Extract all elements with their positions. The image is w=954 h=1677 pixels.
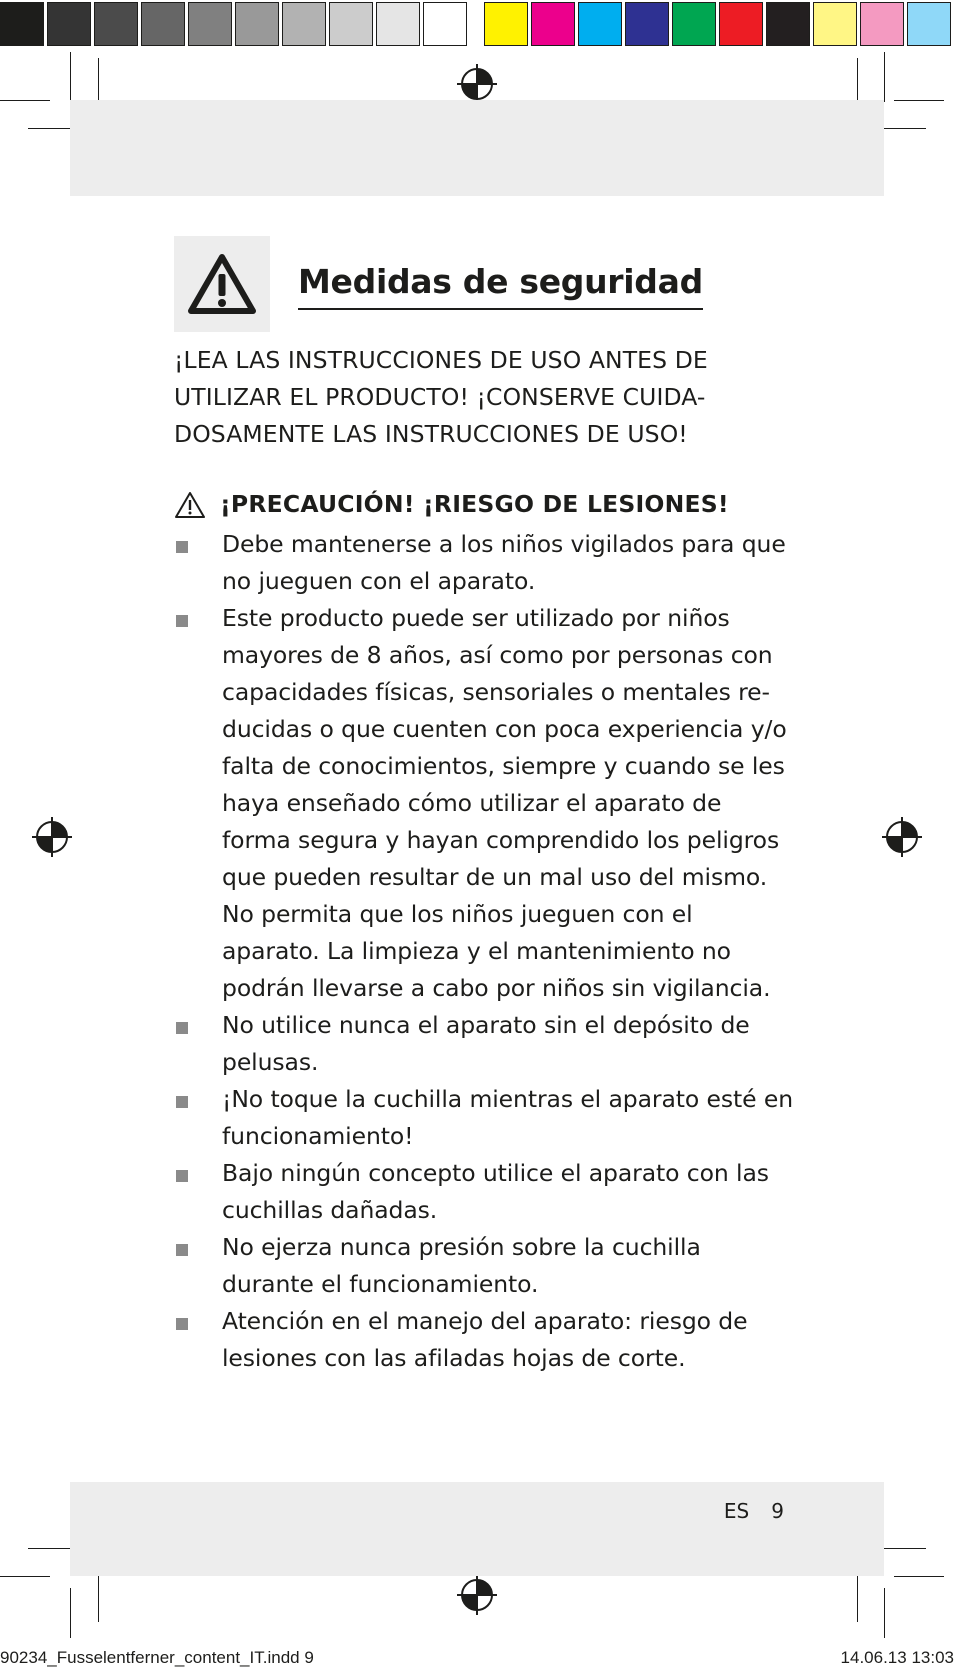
warning-icon-box — [174, 236, 270, 332]
color-swatch — [813, 2, 857, 46]
color-swatch — [766, 2, 810, 46]
color-swatch — [423, 2, 467, 46]
caution-text: ¡PRECAUCIÓN! ¡RIESGO DE LESIONES! — [220, 490, 729, 518]
color-swatch — [235, 2, 279, 46]
color-swatch — [531, 2, 575, 46]
crop-mark — [70, 1588, 71, 1638]
crop-mark — [0, 100, 50, 101]
list-item: No ejerza nunca presión sobre la cuchilla durante el funcionamiento. — [174, 1229, 794, 1303]
crop-mark — [70, 52, 71, 102]
color-swatch — [329, 2, 373, 46]
registration-mark-icon — [882, 817, 922, 857]
crop-mark — [894, 1576, 944, 1577]
header-band — [70, 100, 884, 196]
page-title: Medidas de seguridad — [298, 256, 703, 310]
process-color-bar — [484, 0, 954, 50]
color-swatch — [578, 2, 622, 46]
crop-mark — [98, 1572, 99, 1622]
list-item: Bajo ningún concepto utilice el aparato con las cuchillas dañadas. — [174, 1155, 794, 1229]
registration-mark-icon — [457, 1575, 497, 1615]
color-swatch — [484, 2, 528, 46]
color-swatch — [907, 2, 951, 46]
warning-triangle-icon — [187, 252, 257, 316]
list-item: ¡No toque la cuchilla mientras el aparato esté en funcionamiento! — [174, 1081, 794, 1155]
color-swatch — [672, 2, 716, 46]
color-swatch — [625, 2, 669, 46]
registration-mark-icon — [32, 817, 72, 857]
color-swatch — [860, 2, 904, 46]
language-code: ES — [723, 1499, 750, 1523]
warning-triangle-icon — [174, 490, 206, 520]
safety-list — [174, 526, 794, 1377]
crop-mark — [857, 1572, 858, 1622]
list-item: No utilice nunca el aparato sin el depósito de pelusas. — [174, 1007, 794, 1081]
color-swatch — [719, 2, 763, 46]
color-swatch — [141, 2, 185, 46]
slug-datetime: 14.06.13 13:03 — [840, 1648, 954, 1667]
crop-mark — [884, 1588, 885, 1638]
color-swatch — [47, 2, 91, 46]
color-swatch — [0, 2, 44, 46]
color-swatch — [282, 2, 326, 46]
grayscale-color-bar — [0, 0, 470, 50]
registration-mark-icon — [457, 64, 497, 104]
intro-notice: ¡LEA LAS INSTRUCCIONES DE USO ANTES DE UTILIZAR EL PRODUCTO! ¡CONSERVE CUIDA-DOSAMENTE LAS INSTRUCCIONES DE USO! — [174, 346, 708, 448]
list-item: Debe mantenerse a los niños vigilados para que no jueguen con el aparato. — [174, 526, 794, 600]
caution-heading — [174, 486, 729, 523]
page-footer — [724, 1496, 784, 1526]
crop-mark — [0, 1576, 50, 1577]
crop-mark — [884, 52, 885, 102]
slug-file-name: 90234_Fusselentferner_content_IT.indd 9 — [0, 1648, 314, 1667]
color-swatch — [376, 2, 420, 46]
color-swatch — [188, 2, 232, 46]
color-swatch — [94, 2, 138, 46]
page-number: 9 — [771, 1499, 784, 1523]
list-item: Este producto puede ser utilizado por niños mayores de 8 años, así como por personas con capacidades físicas, sensoriales o mentales re-ducidas o que cuenten con poca experiencia y/o falta de conocimientos, siempre y cuando se les haya enseñado cómo utilizar el aparato de forma segura y hayan comprendido los peligros que pueden resultar de un mal uso del mismo. No permita que los niños jueguen con el aparato. La limpieza y el mantenimiento no podrán llevarse a cabo por niños sin vigilancia. — [174, 600, 794, 1007]
crop-mark — [894, 100, 944, 101]
list-item: Atención en el manejo del aparato: riesgo de lesiones con las afiladas hojas de corte. — [174, 1303, 794, 1377]
